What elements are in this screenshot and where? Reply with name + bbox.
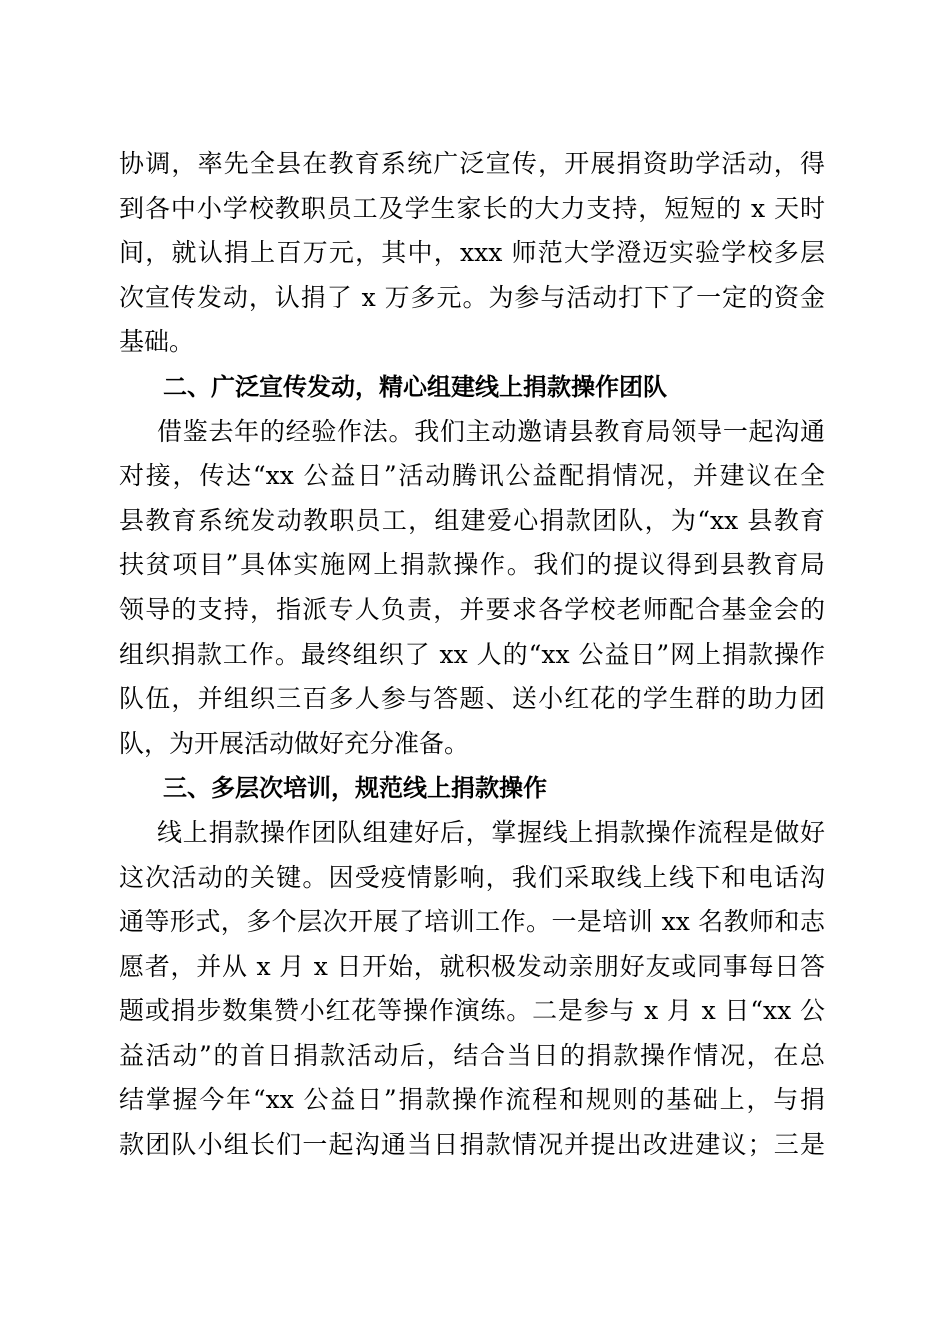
text-line: 到各中小学校教职员工及学生家长的大力支持，短短的 x 天时 (119, 193, 825, 223)
section-heading-3: 三、多层次培训，规范线上捐款操作 (163, 774, 547, 803)
section-heading-2: 二、广泛宣传发动，精心组建线上捐款操作团队 (163, 372, 667, 401)
text-line: 款团队小组长们一起沟通当日捐款情况并提出改进建议；三是 (119, 1130, 825, 1160)
text-line: 这次活动的关键。因受疫情影响，我们采取线上线下和电话沟 (119, 862, 825, 892)
text-line: 益活动”的首日捐款活动后，结合当日的捐款操作情况，在总 (119, 1040, 825, 1070)
document-body (119, 142, 825, 1168)
text-line: 协调，率先全县在教育系统广泛宣传，开展捐资助学活动，得 (119, 149, 825, 178)
text-line: 愿者，并从 x 月 x 日开始，就积极发动亲朋好友或同事每日答 (119, 951, 825, 981)
text-line: 领导的支持，指派专人负责，并要求各学校老师配合基金会的 (119, 594, 825, 624)
text-line: 线上捐款操作团队组建好后，掌握线上捐款操作流程是做好 (157, 817, 825, 847)
text-line: 借鉴去年的经验作法。我们主动邀请县教育局领导一起沟通 (157, 416, 825, 446)
text-line: 基础。 (119, 327, 195, 357)
text-line: 题或捐步数集赞小红花等操作演练。二是参与 x 月 x 日“xx 公 (119, 996, 825, 1026)
text-line: 队，为开展活动做好充分准备。 (119, 728, 470, 758)
text-line: 队伍，并组织三百多人参与答题、送小红花的学生群的助力团 (119, 684, 825, 714)
text-line: 对接，传达“xx 公益日”活动腾讯公益配捐情况，并建议在全 (119, 461, 825, 491)
text-line: 次宣传发动，认捐了 x 万多元。为参与活动打下了一定的资金 (119, 282, 825, 312)
text-line: 组织捐款工作。最终组织了 xx 人的“xx 公益日”网上捐款操作 (119, 639, 825, 669)
paragraph-1 (119, 142, 825, 365)
paragraph-2 (119, 410, 825, 767)
text-line: 间，就认捐上百万元，其中，xxx 师范大学澄迈实验学校多层 (119, 238, 825, 268)
text-line: 结掌握今年“xx 公益日”捐款操作流程和规则的基础上，与捐 (119, 1085, 825, 1115)
text-line: 县教育系统发动教职员工，组建爱心捐款团队，为“xx 县教育 (119, 505, 825, 535)
paragraph-3 (119, 811, 825, 1168)
text-line: 通等形式，多个层次开展了培训工作。一是培训 xx 名教师和志 (119, 907, 825, 937)
text-line: 扶贫项目”具体实施网上捐款操作。我们的提议得到县教育局 (119, 550, 825, 580)
